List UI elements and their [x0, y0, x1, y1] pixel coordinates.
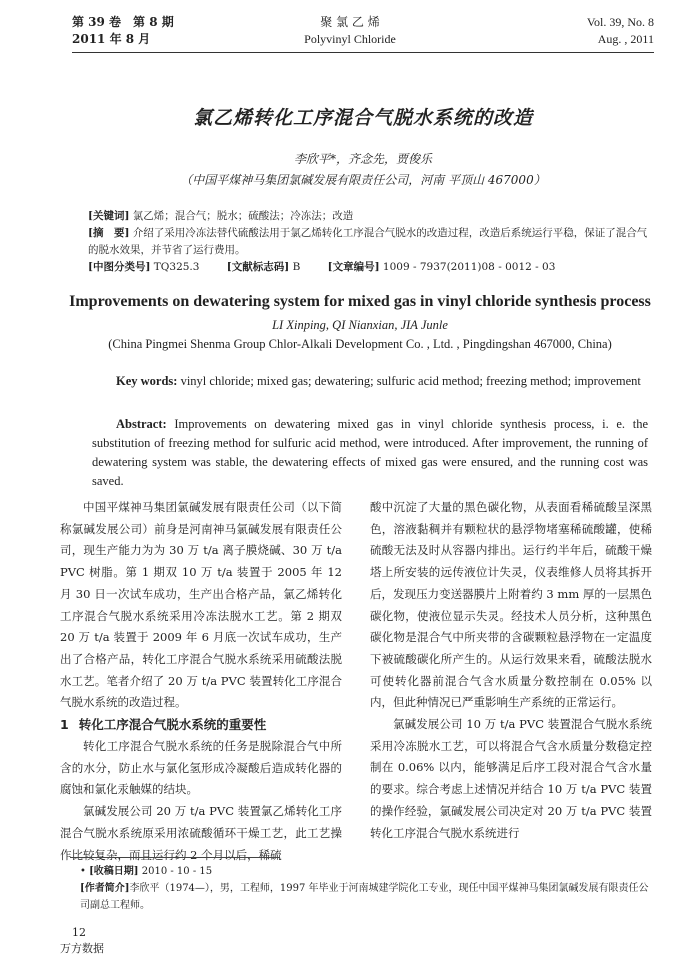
- abstract-en-text: Improvements on dewatering mixed gas in vinyl chloride synthesis process, i. e. the substitution of freezing method for sulfuric acid method, were introduced. After improvement, the running of dewatering system was stable, the dewatering effects of mixed gas were ensured, and the running cost was saved.: [92, 417, 649, 488]
- body-paragraph: 中国平煤神马集团氯碱发展有限责任公司（以下简称氯碱发展公司）前身是河南神马氯碱发展有限责任公司，现生产能力为为 30 万 t/a 离子膜烧碱、30 万 t/a PVC 树脂。第 1 期双 10 万 t/a 装置于 2005 年 12 月 30 日一次试车成功，生产出合格产品，氯乙烯转化工序混合气脱水系统采用冷冻法脱水工艺。第 2 期双 20 万 t/a 装置于 2009 年 6 月底一次试车成功，生产出了合格产品，转化工序混合气脱水系统采用硫酸法脱水工艺。笔者介绍了 20 万 t/a PVC 装置转化工序混合气脱水系统的改造过程。: [60, 500, 342, 710]
- journal-name-cn: 聚 氯 乙 烯: [320, 15, 380, 29]
- authors-en: LI Xinping, QI Nianxian, JIA Junle: [272, 318, 448, 332]
- running-header-right: [587, 14, 654, 48]
- received-value: 2010 - 10 - 15: [141, 866, 213, 877]
- date-en: Aug. , 2011: [597, 32, 654, 46]
- abstract-cn: [88, 225, 648, 259]
- keywords-en: [92, 372, 648, 391]
- journal-name-en: Polyvinyl Chloride: [304, 32, 396, 46]
- keywords-en-text: vinyl chloride; mixed gas; dewatering; sulfuric acid method; freezing method; improvement: [180, 374, 641, 388]
- body-paragraph: 氯碱发展公司 10 万 t/a PVC 装置混合气脱水系统采用冷冻脱水工艺，可以将混合气含水质量分数稳定控制在 0.06% 以内，能够满足后序工段对混合气含水量的要求。综合考虑上述情况并结合 10 万 t/a PVC 装置的操作经验，氯碱发展公司决定对 20 万 t/a PVC 装置转化工序混合气脱水系统进行: [370, 717, 652, 840]
- article-id-label: [文章编号]: [327, 261, 380, 273]
- running-header-left: [72, 14, 174, 48]
- classification-row: [88, 259, 648, 276]
- affiliation-en: (China Pingmei Shenma Group Chlor-Alkali Development Co. , Ltd. , Pingdingshan 467000, China): [108, 337, 612, 351]
- author-bio-text: 李欣平（1974—），男，工程师，1997 年毕业于河南城建学院化工专业，现任中国平煤神马集团氯碱发展有限责任公司副总工程师。: [80, 883, 649, 911]
- keywords-en-label: Key words:: [116, 374, 178, 388]
- clc-label: [中图分类号]: [88, 261, 151, 273]
- keywords-cn: [88, 208, 648, 225]
- doc-code-label: [文献标志码]: [226, 261, 290, 273]
- running-header-center: [250, 14, 450, 48]
- author-bio: [60, 880, 652, 914]
- page-number: 12: [72, 926, 86, 939]
- body-column-right: [370, 497, 652, 844]
- authors-cn: 李欣平*，齐念先，贾俊乐: [293, 152, 432, 166]
- volume-issue-en: Vol. 39, No. 8: [586, 15, 654, 29]
- clc-value: TQ325.3: [153, 261, 200, 273]
- article-id-value: 1009 - 7937(2011)08 - 0012 - 03: [382, 261, 556, 273]
- date-cn: 2011 年 8 月: [72, 32, 151, 46]
- volume-issue-cn: 第 39 卷 第 8 期: [72, 15, 174, 29]
- affiliation-cn: （中国平煤神马集团氯碱发展有限责任公司，河南 平顶山 467000）: [180, 173, 546, 187]
- section-title: 转化工序混合气脱水系统的重要性: [78, 717, 267, 733]
- footnote-divider: [70, 857, 280, 858]
- body-paragraph: 氯碱发展公司 20 万 t/a PVC 装置氯乙烯转化工序混合气脱水系统原采用浓硫酸循环干燥工艺，此工艺操作比较复杂，而且运行约 2 个月以后，稀硫: [60, 804, 342, 862]
- watermark: 万方数据: [60, 942, 104, 955]
- doc-code-value: B: [292, 261, 301, 273]
- received-label: [收稿日期]: [89, 866, 139, 877]
- abstract-en: [92, 415, 648, 491]
- keywords-cn-text: 氯乙烯；混合气；脱水；硫酸法；冷冻法；改造: [132, 210, 354, 222]
- abstract-cn-text: 介绍了采用冷冻法替代硫酸法用于氯乙烯转化工序混合气脱水的改造过程，改造后系统运行平稳，保证了混合气的脱水效果，并节省了运行费用。: [88, 227, 648, 256]
- section-number: 1: [60, 717, 69, 733]
- article-title-en: Improvements on dewatering system for mixed gas in vinyl chloride synthesis process: [69, 293, 651, 310]
- author-bio-label: [作者简介]: [80, 883, 130, 894]
- header-divider: [72, 52, 654, 53]
- article-title-cn: 氯乙烯转化工序混合气脱水系统的改造: [192, 107, 533, 129]
- body-paragraph: 酸中沉淀了大量的黑色碳化物，从表面看稀硫酸呈深黑色，溶液黏稠并有颗粒状的悬浮物堵塞稀硫酸罐，使稀硫酸无法及时从容器内排出。运行约半年后，硫酸干燥塔上所安装的远传液位计失灵，仪表维修人员将其拆开后，发现压力变送器膜片上附着约 3 mm 厚的一层黑色碳化物，使液位显示失灵。经技术人员分析，这种黑色碳化物是混合气中所夹带的含碳颗粒悬浮物在一定温度下被硫酸碳化所产生的。从运行效果来看，硫酸法脱水可使转化器前混合气含水质量分数控制在 0.05% 以内，但此种情况已严重影响生产系统的正常运行。: [370, 500, 652, 710]
- body-column-left: [60, 497, 342, 866]
- abstract-en-label: Abstract:: [116, 417, 167, 431]
- received-date: • [收稿日期] 2010 - 10 - 15: [80, 866, 213, 877]
- keywords-cn-label: [关键词]: [88, 210, 130, 222]
- cn-metadata-block: [88, 208, 648, 276]
- footnotes: [60, 863, 652, 914]
- abstract-cn-label: [摘 要]: [88, 227, 130, 239]
- section-heading: [60, 714, 342, 736]
- body-paragraph: 转化工序混合气脱水系统的任务是脱除混合气中所含的水分，防止水与氯化氢形成冷凝酸后造成转化器的腐蚀和氯化汞触媒的结块。: [60, 739, 342, 797]
